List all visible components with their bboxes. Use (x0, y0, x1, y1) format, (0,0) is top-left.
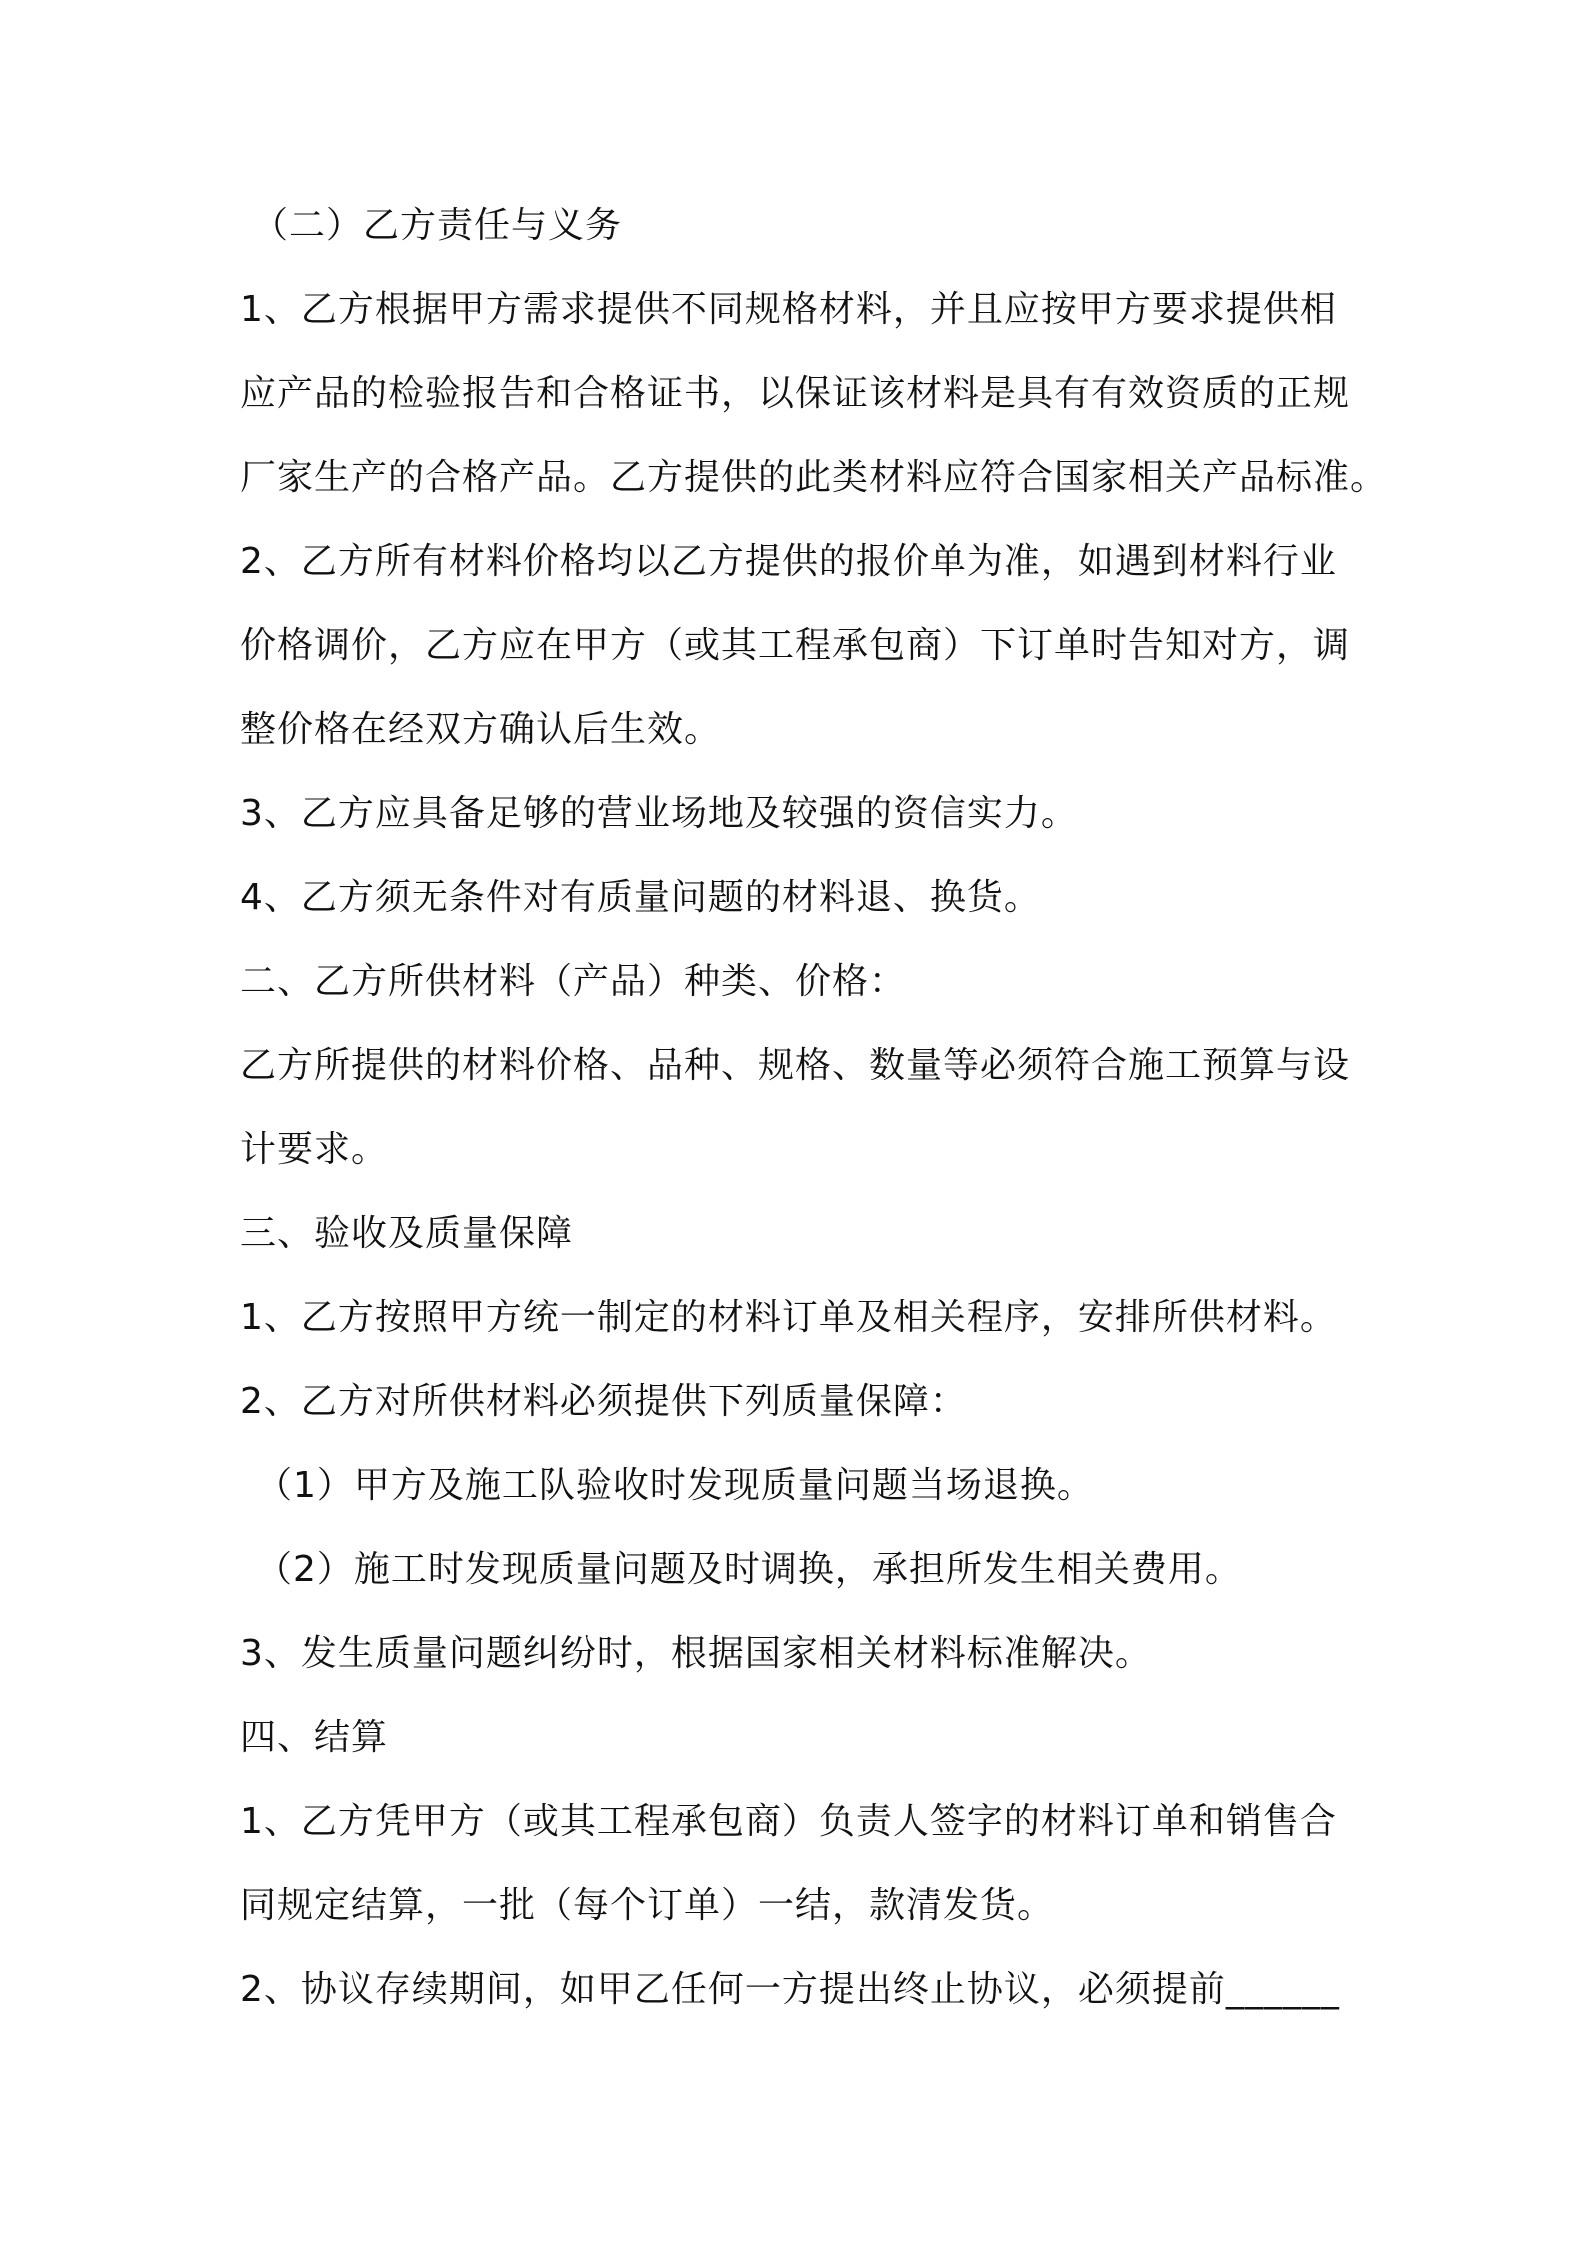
section-heading-acceptance: 三、验收及质量保障 (240, 1213, 574, 1254)
paragraph-line: 2、乙方对所供材料必须提供下列质量保障： (240, 1381, 967, 1422)
section-heading-materials: 二、乙方所供材料（产品）种类、价格： (240, 961, 907, 1002)
paragraph-line: 乙方所提供的材料价格、品种、规格、数量等必须符合施工预算与设 (240, 1045, 1351, 1086)
paragraph-line: 1、乙方按照甲方统一制定的材料订单及相关程序，安排所供材料。 (240, 1297, 1337, 1338)
paragraph-line: 3、乙方应具备足够的营业场地及较强的资信实力。 (240, 793, 1078, 834)
paragraph-line: 2、协议存续期间，如甲乙任何一方提出终止协议，必须提前______ (240, 1969, 1340, 2010)
section-heading-settlement: 四、结算 (240, 1717, 389, 1758)
paragraph-line: 1、乙方凭甲方（或其工程承包商）负责人签字的材料订单和销售合 (240, 1801, 1337, 1842)
paragraph-line: 计要求。 (240, 1129, 389, 1170)
paragraph-line: 3、发生质量问题纠纷时，根据国家相关材料标准解决。 (240, 1633, 1152, 1674)
section-heading-party-b-duties: （二）乙方责任与义务 (252, 205, 623, 246)
list-item: （1）甲方及施工队验收时发现质量问题当场退换。 (256, 1465, 1094, 1506)
paragraph-line: 同规定结算，一批（每个订单）一结，款清发货。 (240, 1885, 1055, 1926)
paragraph-line: 价格调价，乙方应在甲方（或其工程承包商）下订单时告知对方，调 (240, 625, 1351, 666)
paragraph-line: 1、乙方根据甲方需求提供不同规格材料，并且应按甲方要求提供相 (240, 289, 1337, 330)
paragraph-line: 厂家生产的合格产品。乙方提供的此类材料应符合国家相关产品标准。 (240, 457, 1388, 498)
paragraph-line: 应产品的检验报告和合格证书，以保证该材料是具有有效资质的正规 (240, 373, 1351, 414)
list-item: （2）施工时发现质量问题及时调换，承担所发生相关费用。 (256, 1549, 1242, 1590)
paragraph-line: 2、乙方所有材料价格均以乙方提供的报价单为准，如遇到材料行业 (240, 541, 1337, 582)
paragraph-line: 整价格在经双方确认后生效。 (240, 709, 722, 750)
paragraph-line: 4、乙方须无条件对有质量问题的材料退、换货。 (240, 877, 1041, 918)
